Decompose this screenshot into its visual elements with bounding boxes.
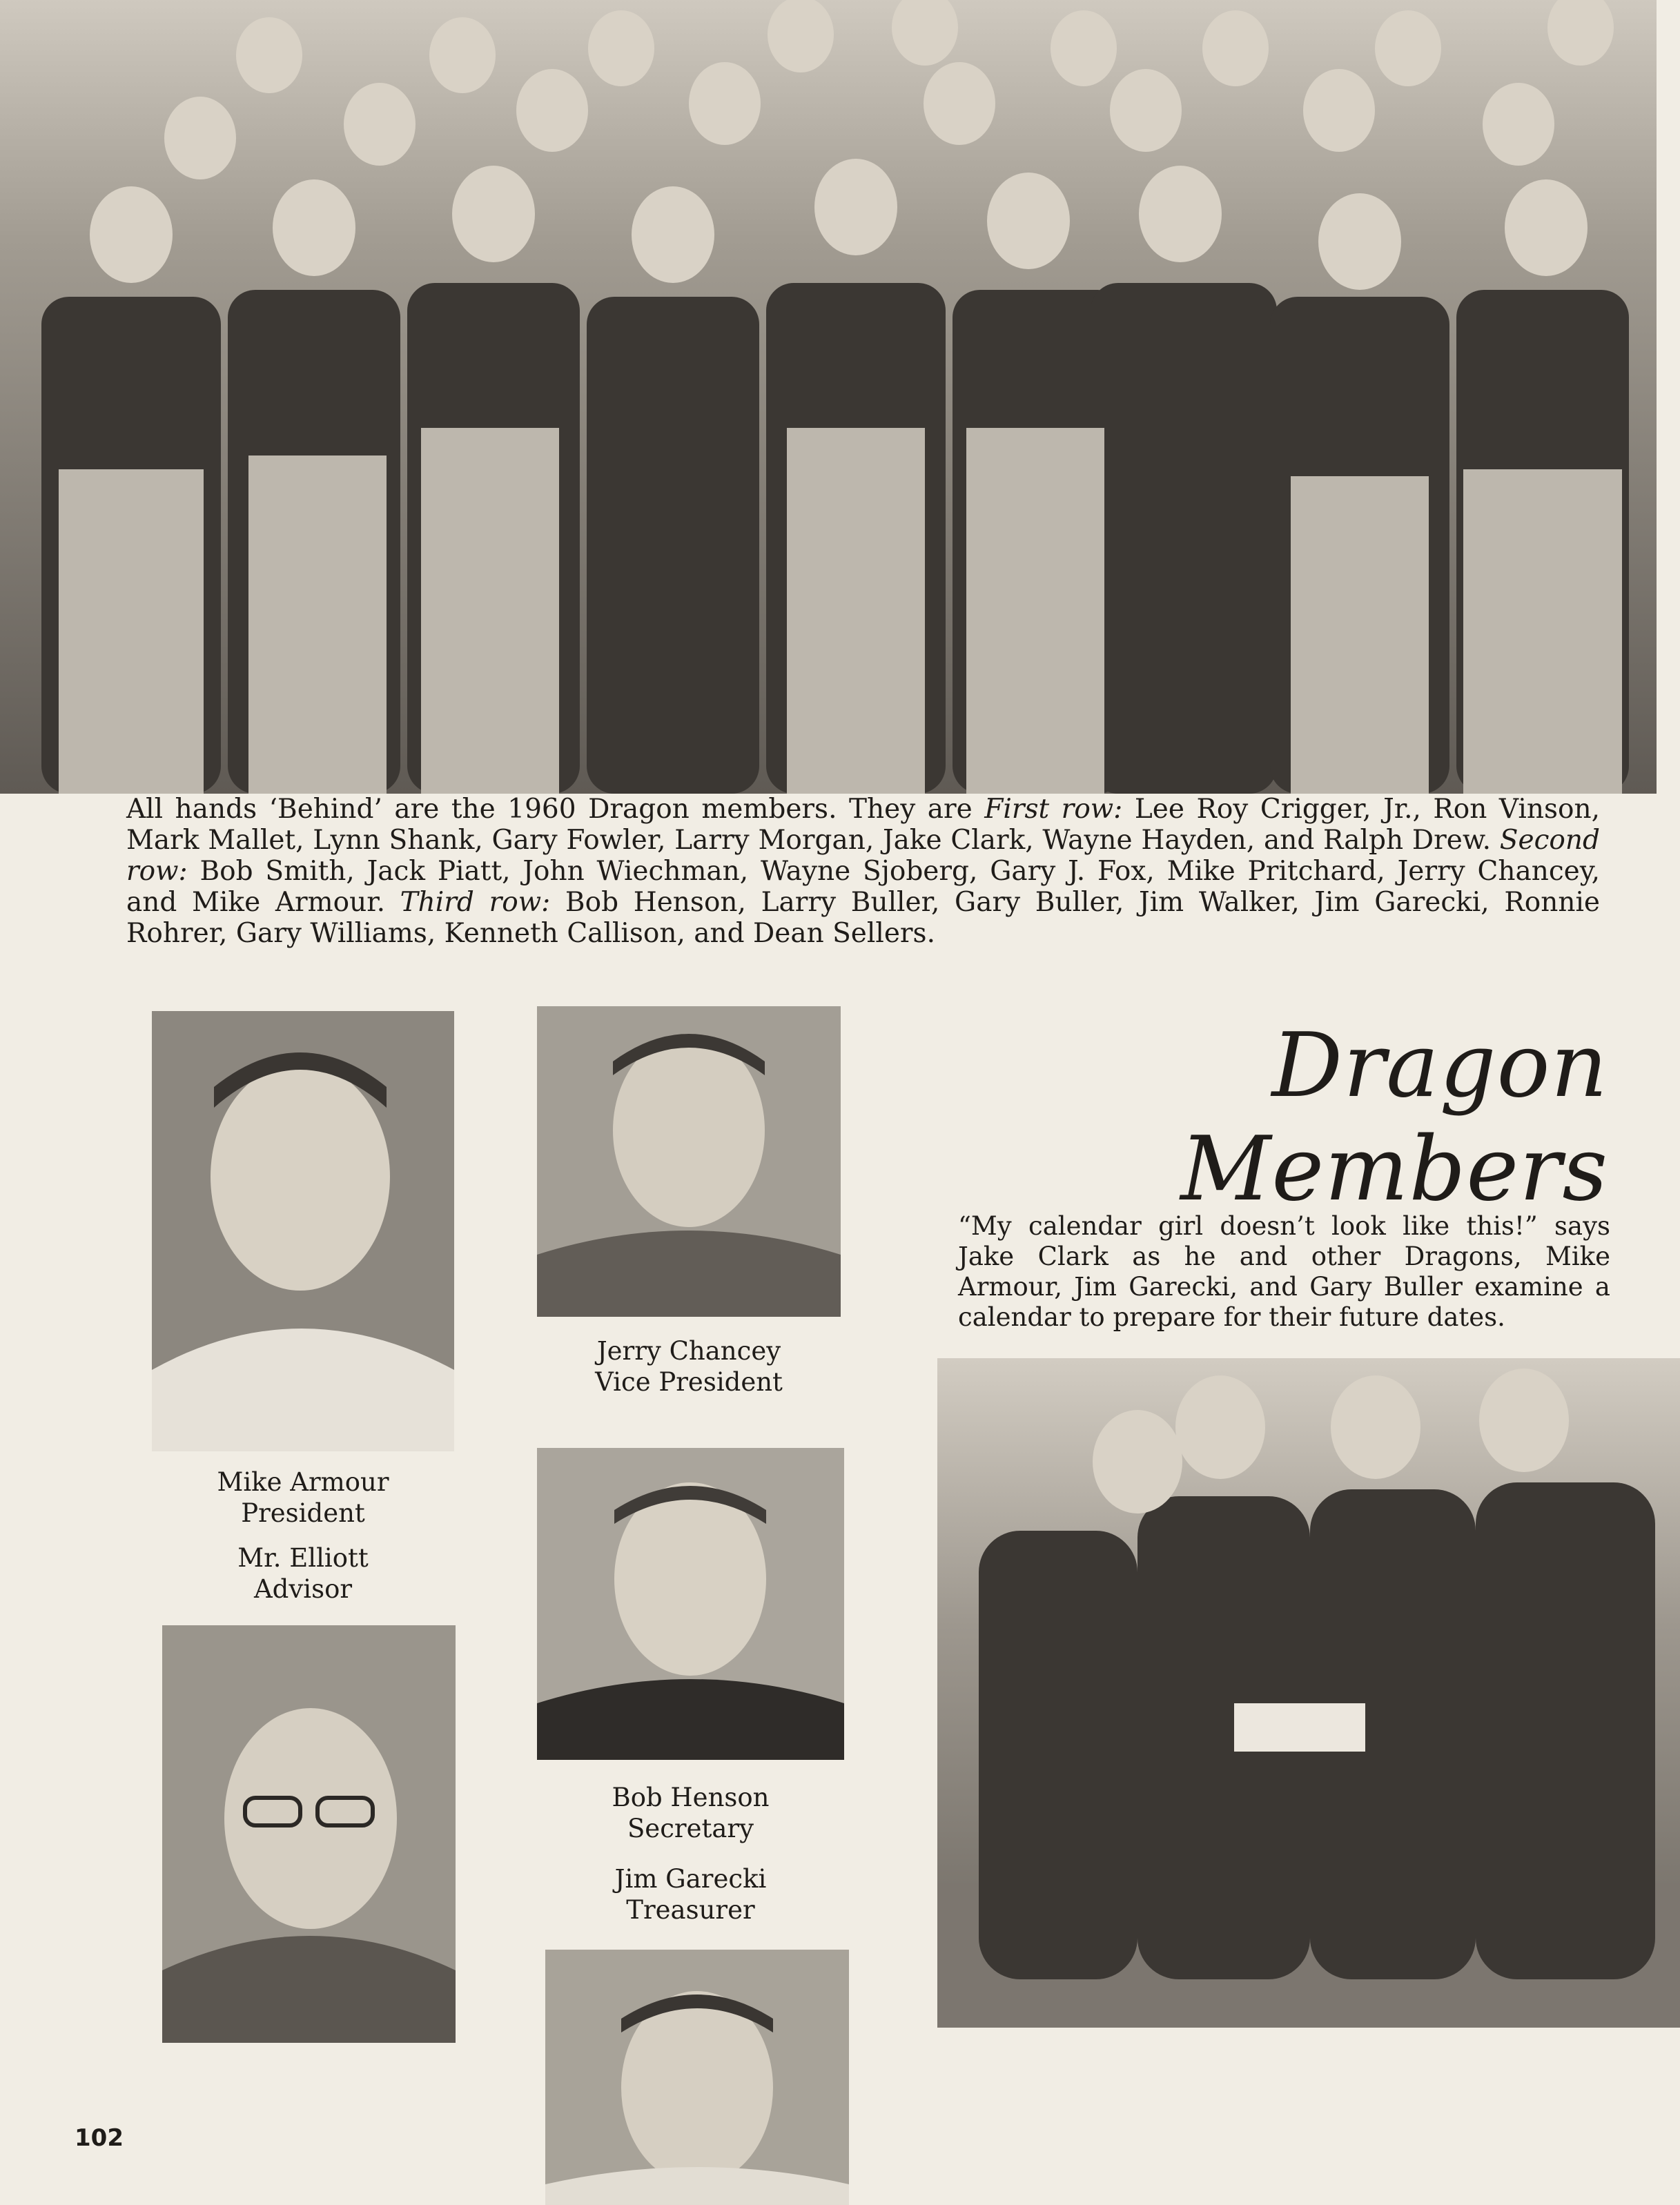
page-headline: Dragon Members (1180, 1015, 1608, 1221)
caption-intro: All hands ‘Behind’ are the 1960 Dragon members. They are (126, 794, 985, 825)
group-photo-caption (126, 794, 1600, 949)
garecki-name: Jim Garecki (614, 1864, 767, 1894)
portrait-bob-henson (537, 1448, 844, 1760)
garecki-title: Treasurer (626, 1895, 755, 1925)
henson-label (537, 1782, 844, 1844)
first-row-label: First row: (984, 794, 1123, 825)
portrait-mike-armour (152, 1011, 454, 1451)
elliott-title: Advisor (253, 1574, 353, 1604)
third-row-names: Bob Henson, Larry Buller, Gary Buller, Jim Walker, Jim Garecki, Ronnie Rohrer, Gary Williams, Kenneth Callison, and Dean Sellers. (126, 887, 1600, 949)
elliott-name: Mr. Elliott (237, 1543, 369, 1573)
armour-label (152, 1467, 454, 1529)
activity-photo-caption: “My calendar girl doesn’t look like this!” says Jake Clark as he and other Dragons, Mike Armour, Jim Garecki, and Gary Buller examine a calendar to prepare for their future dates. (958, 1211, 1610, 1332)
second-row-names: Bob Smith, Jack Piatt, John Wiechman, Wayne Sjoberg, Gary J. Fox, Mike Pritchard, Jerry Chancey, and Mike Armour. (126, 856, 1600, 918)
henson-name: Bob Henson (612, 1783, 770, 1812)
portrait-mr-elliott (162, 1625, 456, 2043)
armour-title: President (241, 1498, 365, 1528)
portrait-jerry-chancey (537, 1006, 841, 1317)
chancey-label (537, 1335, 841, 1398)
group-photo (0, 0, 1657, 794)
garecki-label (537, 1863, 844, 1925)
first-row-names: Lee Roy Crigger, Jr., Ron Vinson, Mark Mallet, Lynn Shank, Gary Fowler, Larry Morgan, Jake Clark, Wayne Hayden, and Ralph Drew. (126, 794, 1601, 856)
chancey-title: Vice President (595, 1367, 783, 1397)
third-row-label: Third row: (400, 887, 551, 918)
portrait-jim-garecki (545, 1950, 849, 2205)
activity-photo (937, 1358, 1680, 2028)
elliott-label (152, 1542, 454, 1605)
armour-name: Mike Armour (217, 1467, 389, 1497)
page-number: 102 (75, 2124, 124, 2152)
second-row-label: Second row: (126, 825, 1600, 887)
henson-title: Secretary (627, 1814, 754, 1843)
chancey-name: Jerry Chancey (596, 1336, 781, 1366)
